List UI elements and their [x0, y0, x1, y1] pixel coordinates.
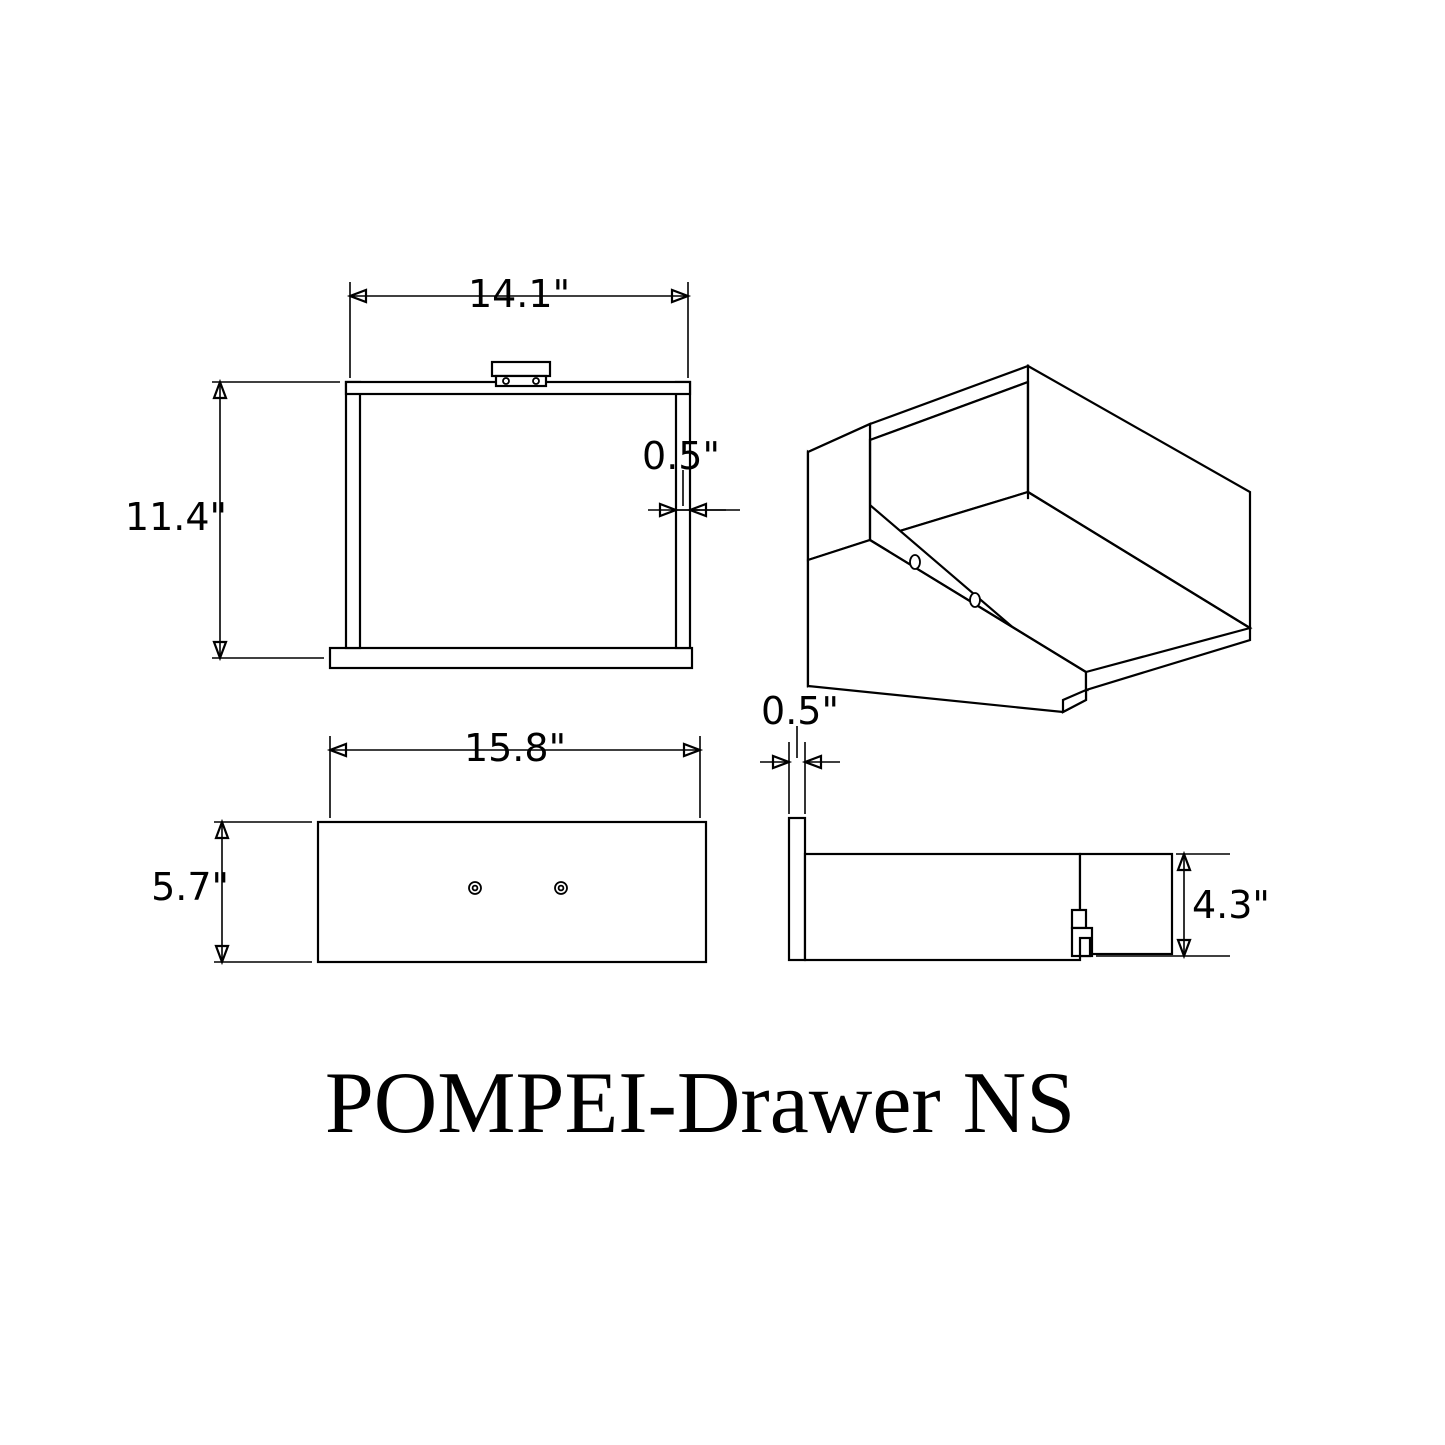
dim-panel-width: 15.8": [463, 726, 567, 770]
dim-side-thickness: 0.5": [761, 689, 839, 733]
front-elevation-view: [125, 272, 740, 668]
side-panel-view: [151, 726, 706, 962]
dim-front-height: 11.4": [124, 495, 227, 539]
isometric-view: [808, 366, 1250, 712]
dim-side-height: 4.3": [1192, 883, 1270, 927]
side-section-view: [760, 689, 1270, 960]
dim-front-thickness: 0.5": [642, 434, 720, 478]
dim-panel-height: 5.7": [151, 865, 229, 909]
page-title: POMPEI-Drawer NS: [324, 1055, 1076, 1152]
dim-front-width: 14.1": [467, 272, 571, 316]
